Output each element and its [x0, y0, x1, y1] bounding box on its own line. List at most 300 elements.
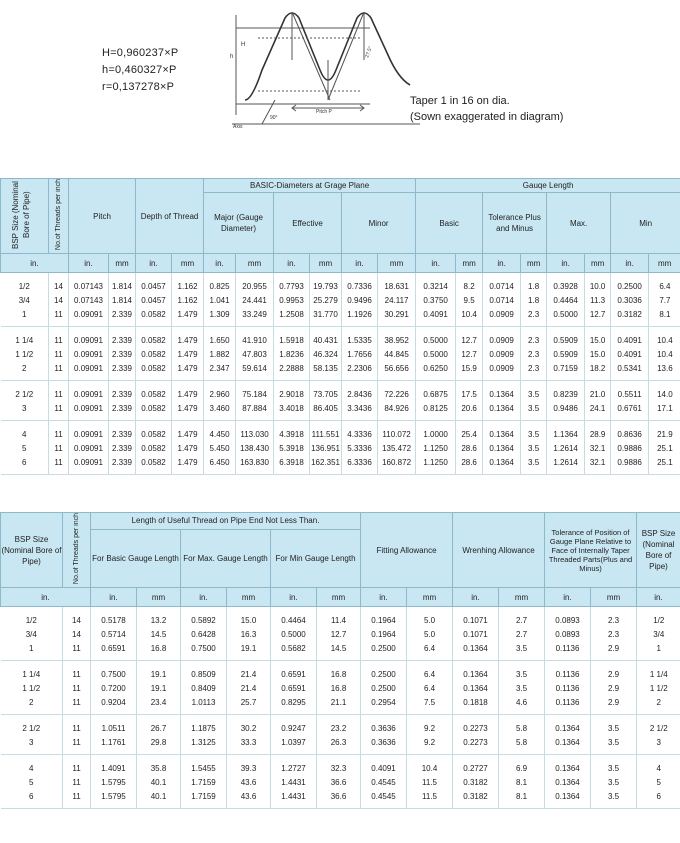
table-cell: 12.7: [585, 307, 611, 327]
table-cell: 11: [49, 361, 69, 381]
table-row: [1, 755, 680, 776]
table-cell: 20.955: [236, 273, 274, 294]
table-cell: 110.072: [378, 421, 416, 442]
unit-header: in.: [637, 588, 680, 607]
taper-note-1: Taper 1 in 16 on dia.: [410, 95, 510, 107]
table-cell: 10.0: [585, 273, 611, 294]
table-cell: 1.5455: [181, 755, 227, 776]
table-row: [1, 401, 680, 421]
angle-label: 90°: [270, 115, 278, 121]
table-cell: 25.7: [227, 695, 271, 715]
size-cell: 3/4: [1, 627, 63, 641]
table-cell: 11.5: [407, 789, 453, 809]
H-label: H: [241, 42, 246, 48]
table-cell: 13.2: [137, 607, 181, 628]
table-row: [1, 607, 680, 628]
unit-header: mm: [521, 254, 547, 273]
table-cell: 11: [63, 695, 91, 715]
table-cell: 43.6: [227, 789, 271, 809]
table-cell: 3: [656, 737, 661, 747]
table-cell: 0.9486: [547, 401, 585, 421]
table-cell: 1.479: [172, 441, 204, 455]
unit-header: in.: [342, 254, 378, 273]
table-cell: 0.0909: [483, 361, 521, 381]
header-for-basic: For Basic Gauge Length: [91, 529, 181, 587]
unit-header: mm: [310, 254, 342, 273]
table-cell: 3.5: [521, 401, 547, 421]
table-cell: 3/4: [653, 629, 665, 639]
table-cell: 111.551: [310, 421, 342, 442]
table-cell: 3.5: [591, 775, 637, 789]
table-cell: 2.3: [521, 327, 547, 348]
table-cell: 0.09091: [69, 327, 109, 348]
table-cell: 0.2500: [361, 641, 407, 661]
unit-header: in.: [416, 254, 456, 273]
table-cell: 1.8236: [274, 347, 310, 361]
table-cell: 1.479: [172, 307, 204, 327]
size-cell: 6: [1, 789, 63, 809]
table-row: [1, 421, 680, 442]
table-row: [1, 347, 680, 361]
table-cell: 1.3125: [181, 735, 227, 755]
table-cell: 0.5892: [181, 607, 227, 628]
unit-header: mm: [649, 254, 680, 273]
table-cell: 0.4464: [271, 607, 317, 628]
table-cell: 0.0582: [136, 361, 172, 381]
table-cell: 1.1364: [547, 421, 585, 442]
table-cell: 6.450: [204, 455, 236, 475]
table-cell: 3.5: [521, 455, 547, 475]
table-cell: 136.951: [310, 441, 342, 455]
table-cell: 0.09091: [69, 381, 109, 402]
table-cell: 59.614: [236, 361, 274, 381]
table-row: [1, 789, 680, 809]
table-cell: 1.8: [521, 293, 547, 307]
table-cell: 1.650: [204, 327, 236, 348]
table-cell: 86.405: [310, 401, 342, 421]
table-cell: 10.4: [407, 755, 453, 776]
header-basic-diameters: BASIC-Diameters at Grage Plane: [204, 179, 416, 193]
table-cell: 2.9018: [274, 381, 310, 402]
unit-header: in.: [547, 254, 585, 273]
table-cell: 41.910: [236, 327, 274, 348]
table-cell: 0.1818: [453, 695, 499, 715]
table-cell: 2.9: [591, 695, 637, 715]
table-cell: 0.2500: [611, 273, 649, 294]
table-cell: 1.0397: [271, 735, 317, 755]
unit-header: in.: [91, 588, 137, 607]
table-cell: 8.1: [499, 775, 545, 789]
table-cell: 11: [63, 775, 91, 789]
table-cell: 0.0714: [483, 273, 521, 294]
unit-header: mm: [109, 254, 136, 273]
table-cell: 2.3: [591, 627, 637, 641]
table-cell: 3.4018: [274, 401, 310, 421]
table-cell: 0.9247: [271, 715, 317, 736]
table-cell: 0.1071: [453, 627, 499, 641]
table-cell: 113.030: [236, 421, 274, 442]
size-cell: 1 1/2: [1, 347, 49, 361]
table-cell: 9.2: [407, 715, 453, 736]
table-cell: 10.4: [456, 307, 483, 327]
table-cell: 0.0582: [136, 347, 172, 361]
table-cell: 17.1: [657, 403, 673, 413]
table-cell: 1.7159: [181, 789, 227, 809]
table-cell: 0.5000: [271, 627, 317, 641]
size-cell: 1: [1, 641, 63, 661]
unit-header: in.: [274, 254, 310, 273]
table-cell: 1.5795: [91, 789, 137, 809]
table-cell: 32.3: [317, 755, 361, 776]
unit-header: in.: [1, 254, 69, 273]
table-cell: 0.1136: [545, 681, 591, 695]
table-cell: 2.339: [109, 327, 136, 348]
table-cell: 0.1364: [483, 381, 521, 402]
table-cell: 11: [49, 401, 69, 421]
table-cell: 0.1364: [483, 455, 521, 475]
size-cell: 3: [1, 401, 49, 421]
table-cell: 0.09091: [69, 421, 109, 442]
axis-label: Axis: [233, 124, 243, 130]
table-cell: 0.1364: [483, 421, 521, 442]
table-cell: 0.2500: [361, 661, 407, 682]
table-cell: 2.3: [521, 361, 547, 381]
table-cell: 40.1: [137, 775, 181, 789]
table-cell: 0.0909: [483, 307, 521, 327]
table-cell: 3.3436: [342, 401, 378, 421]
table-cell: 2.339: [109, 401, 136, 421]
table-cell: 0.3036: [611, 293, 649, 307]
table-cell: 0.1364: [483, 401, 521, 421]
table-cell: 1.479: [172, 347, 204, 361]
table-cell: 0.5000: [416, 347, 456, 361]
table-cell: 33.3: [227, 735, 271, 755]
table-cell: 0.1364: [483, 441, 521, 455]
table-cell: 31.770: [310, 307, 342, 327]
table-cell: 1.1250: [416, 441, 456, 455]
table-cell: 0.7336: [342, 273, 378, 294]
unit-header: in.: [1, 588, 91, 607]
table-cell: 30.291: [378, 307, 416, 327]
table-cell: 1.162: [172, 293, 204, 307]
table-cell: 19.1: [137, 661, 181, 682]
table-cell: 0.1364: [545, 775, 591, 789]
table-cell: 43.6: [227, 775, 271, 789]
table-cell: 0.2727: [453, 755, 499, 776]
table-cell: 16.8: [317, 661, 361, 682]
table-cell: 0.4091: [611, 327, 649, 348]
table-cell: 0.09091: [69, 361, 109, 381]
table-cell: 0.5714: [91, 627, 137, 641]
table-cell: 2.2306: [342, 361, 378, 381]
table-cell: 0.07143: [69, 293, 109, 307]
table-cell: 2.960: [204, 381, 236, 402]
table-cell: 6.4: [407, 661, 453, 682]
table-cell: 44.845: [378, 347, 416, 361]
table-cell: 0.09091: [69, 307, 109, 327]
taper-note-2: (Sown exaggerated in diagram): [410, 111, 564, 123]
table-cell: 5: [656, 777, 661, 787]
table-cell: 0.9496: [342, 293, 378, 307]
table-cell: 6.3336: [342, 455, 378, 475]
table-cell: 24.441: [236, 293, 274, 307]
table-cell: 21.1: [317, 695, 361, 715]
table-cell: 0.3750: [416, 293, 456, 307]
table-cell: 0.7500: [181, 641, 227, 661]
table-cell: 18.2: [585, 361, 611, 381]
table-cell: 5.0: [407, 607, 453, 628]
unit-header: in.: [136, 254, 172, 273]
table-cell: 2.347: [204, 361, 236, 381]
table-cell: 3.5: [591, 715, 637, 736]
size-cell: 5: [1, 775, 63, 789]
size-cell: 2: [1, 695, 63, 715]
row-group: [1, 327, 680, 381]
table-cell: 3.5: [591, 735, 637, 755]
table-cell: 8.1: [499, 789, 545, 809]
table-cell: 0.1364: [545, 715, 591, 736]
table-cell: 14: [63, 607, 91, 628]
table-cell: 1.7656: [342, 347, 378, 361]
table-cell: 1.1875: [181, 715, 227, 736]
table-cell: 1: [656, 643, 661, 653]
pitch-label: Pitch P: [316, 109, 332, 115]
header-threads: No.of Threads per inch: [49, 179, 69, 254]
size-cell: 1/2: [1, 273, 49, 294]
table-cell: 0.9953: [274, 293, 310, 307]
table-cell: 0.6591: [271, 661, 317, 682]
table-cell: 11: [63, 755, 91, 776]
size-cell: 6: [1, 455, 49, 475]
unit-header: mm: [585, 254, 611, 273]
table-cell: 0.8509: [181, 661, 227, 682]
units-row: [1, 588, 680, 607]
table-cell: 0.3214: [416, 273, 456, 294]
table-cell: 0.3636: [361, 715, 407, 736]
table-cell: 3.5: [591, 789, 637, 809]
table-cell: 19.793: [310, 273, 342, 294]
table-cell: 0.1071: [453, 607, 499, 628]
row-group: [1, 661, 680, 715]
table-cell: 16.3: [227, 627, 271, 641]
table-cell: 138.430: [236, 441, 274, 455]
header-bsp-size-right: BSP Size (Nominal Bore of Pipe): [637, 513, 680, 588]
table-cell: 6.4: [659, 281, 671, 291]
header-minor: Minor: [342, 193, 416, 254]
size-cell: 1 1/2: [1, 681, 63, 695]
table-cell: 6.4: [407, 641, 453, 661]
table-cell: 13.6: [657, 363, 673, 373]
table-cell: 2.339: [109, 361, 136, 381]
table-cell: 4.450: [204, 421, 236, 442]
table-cell: 0.07143: [69, 273, 109, 294]
table-cell: 0.3182: [611, 307, 649, 327]
table-cell: 2.339: [109, 421, 136, 442]
table-cell: 0.2273: [453, 715, 499, 736]
table-cell: 0.2954: [361, 695, 407, 715]
table-cell: 73.705: [310, 381, 342, 402]
table-row: [1, 641, 680, 661]
table-row: [1, 775, 680, 789]
useful-thread-table: [0, 512, 680, 809]
table-cell: 0.5000: [547, 307, 585, 327]
table-cell: 4: [656, 763, 661, 773]
table-cell: 7.7: [659, 295, 671, 305]
table-cell: 40.431: [310, 327, 342, 348]
unit-header: mm: [591, 588, 637, 607]
table-cell: 1.2508: [274, 307, 310, 327]
table-cell: 7.5: [407, 695, 453, 715]
table-cell: 11: [49, 455, 69, 475]
table-cell: 14: [49, 293, 69, 307]
table-cell: 4.3918: [274, 421, 310, 442]
table-cell: 0.5682: [271, 641, 317, 661]
table-cell: 0.8125: [416, 401, 456, 421]
table-cell: 2.9: [591, 681, 637, 695]
size-cell: 2 1/2: [1, 381, 49, 402]
table-cell: 11: [63, 681, 91, 695]
table-row: [1, 681, 680, 695]
unit-header: in.: [181, 588, 227, 607]
table-cell: 0.09091: [69, 455, 109, 475]
header-effective: Effective: [274, 193, 342, 254]
table-cell: 2.3: [521, 307, 547, 327]
table-cell: 26.3: [317, 735, 361, 755]
table-cell: 2: [656, 697, 661, 707]
units-row: [1, 254, 680, 273]
table-cell: 0.6591: [271, 681, 317, 695]
table-cell: 5.3336: [342, 441, 378, 455]
unit-header: in.: [361, 588, 407, 607]
table-cell: 10.4: [657, 335, 673, 345]
table-cell: 0.3636: [361, 735, 407, 755]
table-cell: 0.4091: [416, 307, 456, 327]
table-cell: 0.1364: [545, 789, 591, 809]
unit-header: in.: [545, 588, 591, 607]
table-cell: 0.0909: [483, 327, 521, 348]
table-cell: 1.0113: [181, 695, 227, 715]
header-basic: Basic: [416, 193, 483, 254]
row-group: [1, 755, 680, 809]
unit-header: in.: [204, 254, 236, 273]
table-cell: 3.5: [591, 755, 637, 776]
header-for-min: For Min Gauge Length: [271, 529, 361, 587]
table-cell: 6.4: [407, 681, 453, 695]
size-cell: 4: [1, 755, 63, 776]
formula-h: h=0,460327×P: [102, 64, 177, 76]
table-cell: 0.3182: [453, 789, 499, 809]
table-cell: 11: [63, 789, 91, 809]
table-cell: 24.117: [378, 293, 416, 307]
table-cell: 8.1: [659, 309, 671, 319]
table-cell: 40.1: [137, 789, 181, 809]
table-cell: 0.6428: [181, 627, 227, 641]
table-cell: 0.0582: [136, 421, 172, 442]
table-cell: 14.5: [137, 627, 181, 641]
table-cell: 17.5: [456, 381, 483, 402]
table-cell: 28.6: [456, 441, 483, 455]
table-cell: 15.0: [585, 327, 611, 348]
unit-header: mm: [378, 254, 416, 273]
size-cell: 2: [1, 361, 49, 381]
table-cell: 0.0457: [136, 293, 172, 307]
unit-header: mm: [317, 588, 361, 607]
table-cell: 0.1136: [545, 695, 591, 715]
unit-header: in.: [483, 254, 521, 273]
table-cell: 0.6591: [91, 641, 137, 661]
table-cell: 0.0457: [136, 273, 172, 294]
unit-header: mm: [407, 588, 453, 607]
table-cell: 23.4: [137, 695, 181, 715]
table-cell: 0.5000: [416, 327, 456, 348]
table-cell: 12.7: [456, 327, 483, 348]
header-min: Min: [611, 193, 680, 254]
table-cell: 5.0: [407, 627, 453, 641]
table-cell: 11: [49, 441, 69, 455]
table-cell: 2.339: [109, 455, 136, 475]
table-cell: 2.339: [109, 441, 136, 455]
table-cell: 15.9: [456, 361, 483, 381]
table-cell: 0.1364: [453, 661, 499, 682]
table-cell: 0.6250: [416, 361, 456, 381]
table-row: [1, 273, 680, 294]
table-cell: 1.2727: [271, 755, 317, 776]
table-cell: 0.1136: [545, 661, 591, 682]
table-cell: 1.814: [109, 293, 136, 307]
table-cell: 11: [49, 327, 69, 348]
table-cell: 2.9: [591, 661, 637, 682]
table-cell: 0.1136: [545, 641, 591, 661]
table-cell: 0.1364: [453, 681, 499, 695]
table-cell: 25.4: [456, 421, 483, 442]
table-row: [1, 327, 680, 348]
table-cell: 5.8: [499, 735, 545, 755]
unit-header: in.: [69, 254, 109, 273]
table-cell: 56.656: [378, 361, 416, 381]
table-cell: 162.351: [310, 455, 342, 475]
table-cell: 14.0: [657, 389, 673, 399]
table-cell: 0.0582: [136, 441, 172, 455]
table-cell: 0.8636: [611, 421, 649, 442]
table-cell: 21.9: [657, 429, 673, 439]
table-cell: 1.309: [204, 307, 236, 327]
table-cell: 11: [49, 307, 69, 327]
table-cell: 0.4545: [361, 775, 407, 789]
size-cell: 3/4: [1, 293, 49, 307]
header-pitch: Pitch: [69, 179, 136, 254]
table-cell: 6.3918: [274, 455, 310, 475]
table-cell: 72.226: [378, 381, 416, 402]
table-cell: 11: [63, 641, 91, 661]
table-cell: 2 1/2: [649, 723, 668, 733]
formula-H: H=0,960237×P: [102, 47, 179, 59]
table-cell: 0.8409: [181, 681, 227, 695]
table-cell: 2.2888: [274, 361, 310, 381]
table-cell: 1 1/2: [649, 683, 668, 693]
table-cell: 12.7: [317, 627, 361, 641]
table-cell: 0.09091: [69, 347, 109, 361]
table-cell: 0.1964: [361, 627, 407, 641]
table-cell: 11: [49, 347, 69, 361]
table-cell: 2.3: [521, 347, 547, 361]
table-row: [1, 381, 680, 402]
table-cell: 0.2273: [453, 735, 499, 755]
table-cell: 23.2: [317, 715, 361, 736]
table-cell: 160.872: [378, 455, 416, 475]
table-cell: 5.450: [204, 441, 236, 455]
table-cell: 11: [63, 661, 91, 682]
table-cell: 32.1: [585, 441, 611, 455]
